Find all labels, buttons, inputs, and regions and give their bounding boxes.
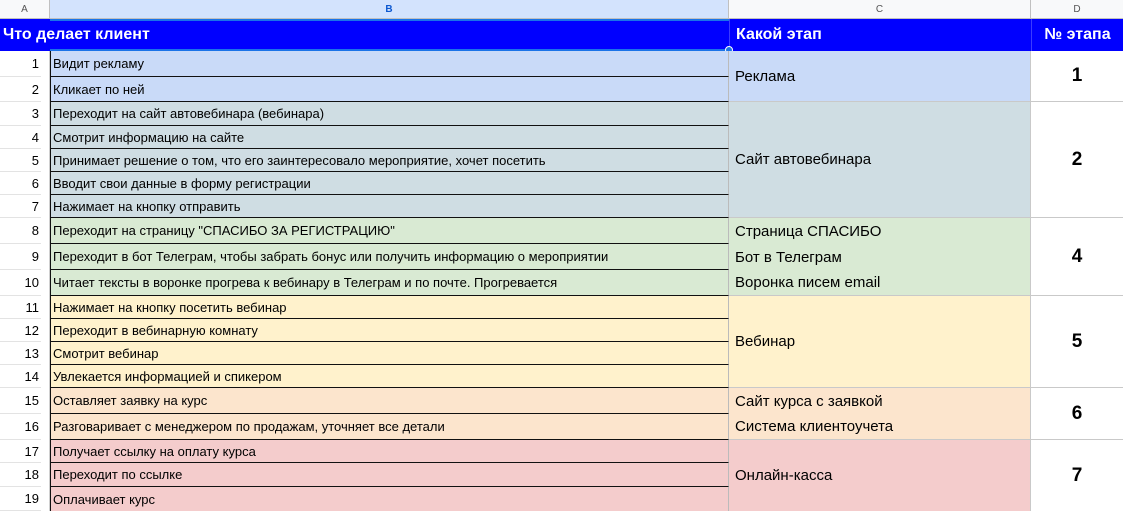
row-number: 3 <box>0 102 41 126</box>
stage-cell[interactable]: Реклама <box>729 51 1031 102</box>
stage-cell[interactable]: Сайт курса с заявкой <box>729 388 1031 414</box>
row-number: 13 <box>0 342 41 365</box>
table-cell-action[interactable]: Кликает по ней <box>50 77 729 102</box>
table-cell-action[interactable]: Смотрит вебинар <box>50 342 729 365</box>
column-header-c[interactable]: C <box>729 0 1031 19</box>
table-cell-action[interactable]: Переходит на страницу "СПАСИБО ЗА РЕГИСТРАЦИЮ" <box>50 218 729 244</box>
table-cell-action[interactable]: Нажимает на кнопку посетить вебинар <box>50 296 729 319</box>
stage-cell[interactable]: Система клиентоучета <box>729 414 1031 440</box>
stage-cell[interactable]: Сайт автовебинара <box>729 102 1031 218</box>
table-cell-action[interactable]: Переходит в вебинарную комнату <box>50 319 729 342</box>
table-cell-action[interactable]: Принимает решение о том, что его заинтересовало мероприятие, хочет посетить <box>50 149 729 172</box>
row-number: 10 <box>0 270 41 296</box>
table-cell-action[interactable]: Видит рекламу <box>50 51 729 77</box>
row-number: 15 <box>0 388 41 414</box>
stage-number-cell[interactable]: 2 <box>1031 102 1123 218</box>
stage-cell[interactable]: Бот в Телеграм <box>729 244 1031 270</box>
table-cell-action[interactable]: Смотрит информацию на сайте <box>50 126 729 149</box>
row-number: 12 <box>0 319 41 342</box>
table-cell-action[interactable]: Читает тексты в воронке прогрева к вебинару в Телеграм и по почте. Прогревается <box>50 270 729 296</box>
row-number: 17 <box>0 440 41 463</box>
table-cell-action[interactable]: Разговаривает с менеджером по продажам, уточняет все детали <box>50 414 729 440</box>
header-cell-stage[interactable]: Какой этап <box>729 19 1031 51</box>
stage-cell[interactable]: Онлайн-касса <box>729 440 1031 511</box>
stage-number-cell[interactable]: 5 <box>1031 296 1123 388</box>
row-number: 9 <box>0 244 41 270</box>
table-cell-action[interactable]: Нажимает на кнопку отправить <box>50 195 729 218</box>
stage-number-cell[interactable]: 1 <box>1031 51 1123 102</box>
row-number: 1 <box>0 51 41 77</box>
row-number: 19 <box>0 487 41 511</box>
column-header-b[interactable]: B <box>50 0 729 19</box>
stage-cell[interactable]: Воронка писем email <box>729 270 1031 296</box>
column-header-a[interactable]: A <box>0 0 50 19</box>
table-cell-action[interactable]: Оставляет заявку на курс <box>50 388 729 414</box>
row-number: 14 <box>0 365 41 388</box>
row-number: 18 <box>0 463 41 487</box>
row-number: 4 <box>0 126 41 149</box>
row-number: 11 <box>0 296 41 319</box>
row-number: 7 <box>0 195 41 218</box>
row-number: 8 <box>0 218 41 244</box>
table-cell-action[interactable]: Оплачивает курс <box>50 487 729 511</box>
table-cell-action[interactable]: Получает ссылку на оплату курса <box>50 440 729 463</box>
column-header-d[interactable]: D <box>1031 0 1123 19</box>
table-cell-action[interactable]: Вводит свои данные в форму регистрации <box>50 172 729 195</box>
row-number: 5 <box>0 149 41 172</box>
header-cell-stage-number[interactable]: № этапа <box>1031 19 1123 51</box>
table-cell-action[interactable]: Переходит в бот Телеграм, чтобы забрать бонус или получить информацию о мероприятии <box>50 244 729 270</box>
stage-cell[interactable]: Вебинар <box>729 296 1031 388</box>
row-number: 6 <box>0 172 41 195</box>
table-cell-action[interactable]: Увлекается информацией и спикером <box>50 365 729 388</box>
header-cell-action[interactable]: Что делает клиент <box>0 19 729 51</box>
table-cell-action[interactable]: Переходит на сайт автовебинара (вебинара) <box>50 102 729 126</box>
row-number: 16 <box>0 414 41 440</box>
row-number: 2 <box>0 77 41 102</box>
stage-number-cell[interactable]: 7 <box>1071 464 1083 486</box>
stage-number-cell[interactable]: 6 <box>1031 388 1123 440</box>
stage-number-cell[interactable]: 4 <box>1031 218 1123 296</box>
stage-cell[interactable]: Страница СПАСИБО <box>729 218 1031 244</box>
table-cell-action[interactable]: Переходит по ссылке <box>50 463 729 487</box>
